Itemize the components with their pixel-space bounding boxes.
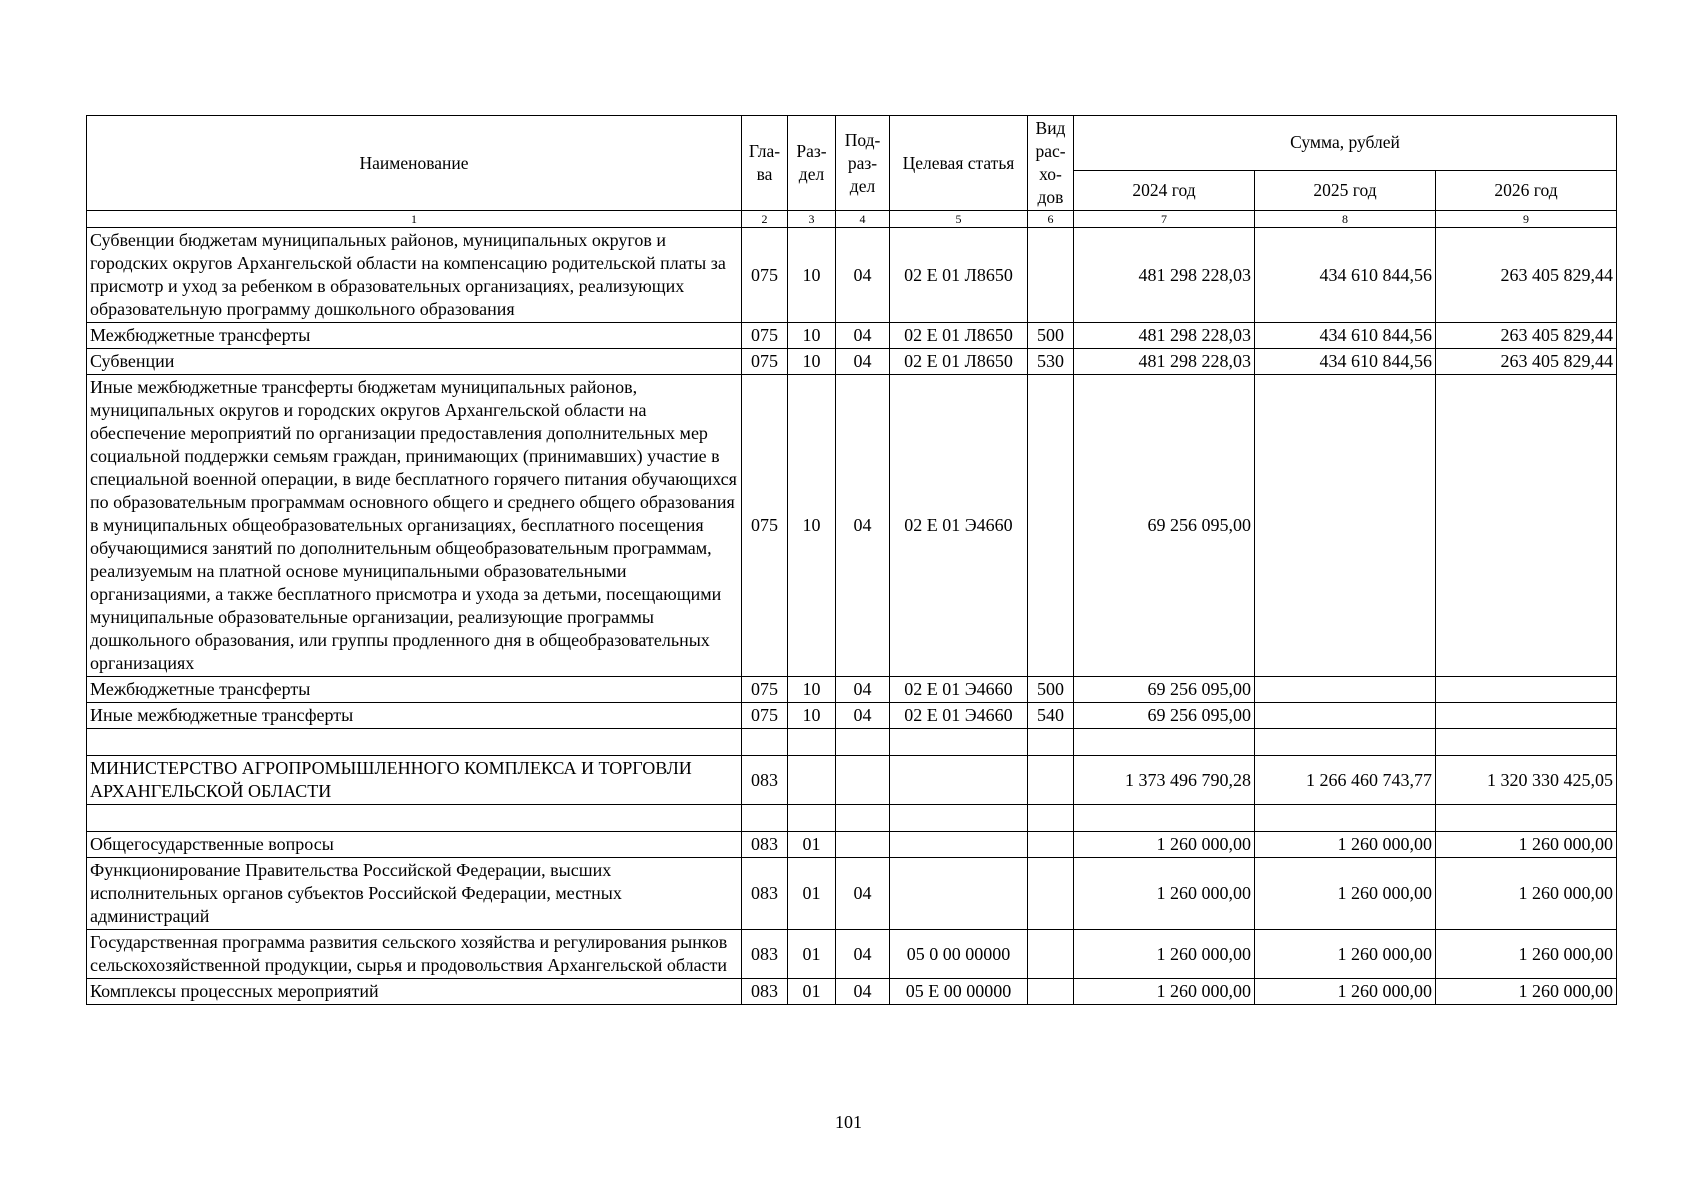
row-sum-2026: 1 260 000,00 [1436, 858, 1617, 930]
row-razdel: 01 [788, 930, 836, 979]
row-glava: 083 [742, 930, 788, 979]
row-sum-2026: 263 405 829,44 [1436, 228, 1617, 323]
row-podrazdel: 04 [836, 349, 890, 375]
row-glava: 075 [742, 677, 788, 703]
row-glava: 083 [742, 756, 788, 805]
row-article: 02 Е 01 Л8650 [890, 228, 1028, 323]
row-vid: 500 [1028, 677, 1074, 703]
row-razdel: 10 [788, 375, 836, 677]
row-podrazdel [836, 756, 890, 805]
row-sum-2024: 481 298 228,03 [1074, 323, 1255, 349]
header-podrazdel: Под-раз-дел [836, 116, 890, 211]
row-sum-2024: 69 256 095,00 [1074, 703, 1255, 729]
row-article: 02 Е 01 Э4660 [890, 703, 1028, 729]
row-sum-2026 [1436, 677, 1617, 703]
row-name: Государственная программа развития сельского хозяйства и регулирования рынков сельскохозяйственной продукции, сырья и продовольствия Архангельской области [87, 930, 742, 979]
row-article: 05 Е 00 00000 [890, 979, 1028, 1005]
row-podrazdel: 04 [836, 228, 890, 323]
row-sum-2026: 1 260 000,00 [1436, 979, 1617, 1005]
row-glava: 083 [742, 979, 788, 1005]
row-name: МИНИСТЕРСТВО АГРОПРОМЫШЛЕННОГО КОМПЛЕКСА И ТОРГОВЛИ АРХАНГЕЛЬСКОЙ ОБЛАСТИ [87, 756, 742, 805]
row-sum-2025: 1 260 000,00 [1255, 832, 1436, 858]
row-vid [1028, 228, 1074, 323]
row-glava: 075 [742, 323, 788, 349]
row-name: Комплексы процессных мероприятий [87, 979, 742, 1005]
row-glava: 083 [742, 858, 788, 930]
row-razdel: 01 [788, 979, 836, 1005]
header-glava: Гла-ва [742, 116, 788, 211]
row-sum-2025: 434 610 844,56 [1255, 228, 1436, 323]
header-razdel: Раз-дел [788, 116, 836, 211]
row-article: 02 Е 01 Э4660 [890, 375, 1028, 677]
row-vid [1028, 930, 1074, 979]
row-glava: 075 [742, 228, 788, 323]
row-sum-2024: 69 256 095,00 [1074, 677, 1255, 703]
row-sum-2026: 263 405 829,44 [1436, 323, 1617, 349]
column-number: 8 [1255, 211, 1436, 228]
row-vid [1028, 756, 1074, 805]
row-vid: 500 [1028, 323, 1074, 349]
row-glava: 083 [742, 832, 788, 858]
empty-row [87, 729, 1617, 756]
row-podrazdel: 04 [836, 375, 890, 677]
row-article: 02 Е 01 Л8650 [890, 349, 1028, 375]
page-number: 101 [835, 1112, 862, 1132]
table-row-ministry [87, 756, 1617, 805]
row-sum-2024: 1 260 000,00 [1074, 858, 1255, 930]
row-name: Межбюджетные трансферты [87, 677, 742, 703]
column-number: 6 [1028, 211, 1074, 228]
row-name: Общегосударственные вопросы [87, 832, 742, 858]
column-number: 7 [1074, 211, 1255, 228]
row-vid [1028, 375, 1074, 677]
row-sum-2024: 1 260 000,00 [1074, 832, 1255, 858]
column-number: 4 [836, 211, 890, 228]
header-year-2025: 2025 год [1255, 170, 1436, 210]
header-article: Целевая статья [890, 116, 1028, 211]
row-sum-2025 [1255, 677, 1436, 703]
row-name: Субвенции [87, 349, 742, 375]
row-razdel: 10 [788, 323, 836, 349]
row-vid [1028, 858, 1074, 930]
table-row [87, 832, 1617, 858]
row-sum-2026: 1 320 330 425,05 [1436, 756, 1617, 805]
row-sum-2025: 1 260 000,00 [1255, 930, 1436, 979]
row-sum-2026: 1 260 000,00 [1436, 930, 1617, 979]
row-name: Иные межбюджетные трансферты [87, 703, 742, 729]
row-sum-2025: 434 610 844,56 [1255, 349, 1436, 375]
row-vid: 530 [1028, 349, 1074, 375]
column-number: 3 [788, 211, 836, 228]
row-sum-2024: 1 373 496 790,28 [1074, 756, 1255, 805]
table-row [87, 375, 1617, 677]
row-sum-2024: 481 298 228,03 [1074, 228, 1255, 323]
table-row [87, 677, 1617, 703]
row-podrazdel: 04 [836, 858, 890, 930]
column-number: 2 [742, 211, 788, 228]
row-razdel: 10 [788, 703, 836, 729]
row-article: 02 Е 01 Л8650 [890, 323, 1028, 349]
row-sum-2024: 481 298 228,03 [1074, 349, 1255, 375]
column-numbers-row [87, 211, 1617, 228]
row-razdel: 10 [788, 349, 836, 375]
column-number: 5 [890, 211, 1028, 228]
row-sum-2026: 263 405 829,44 [1436, 349, 1617, 375]
row-razdel: 10 [788, 677, 836, 703]
row-podrazdel: 04 [836, 930, 890, 979]
row-glava: 075 [742, 349, 788, 375]
empty-row [87, 805, 1617, 832]
row-vid [1028, 979, 1074, 1005]
row-glava: 075 [742, 375, 788, 677]
row-podrazdel: 04 [836, 677, 890, 703]
column-number: 9 [1436, 211, 1617, 228]
row-name: Межбюджетные трансферты [87, 323, 742, 349]
row-article: 05 0 00 00000 [890, 930, 1028, 979]
header-sum: Сумма, рублей [1074, 116, 1617, 171]
row-sum-2026 [1436, 375, 1617, 677]
table-row [87, 979, 1617, 1005]
row-sum-2026 [1436, 703, 1617, 729]
row-article [890, 832, 1028, 858]
row-podrazdel: 04 [836, 703, 890, 729]
row-sum-2025 [1255, 703, 1436, 729]
table-row [87, 228, 1617, 323]
row-article [890, 858, 1028, 930]
header-name: Наименование [87, 116, 742, 211]
row-sum-2025: 434 610 844,56 [1255, 323, 1436, 349]
row-sum-2024: 1 260 000,00 [1074, 930, 1255, 979]
row-razdel [788, 756, 836, 805]
table-row [87, 858, 1617, 930]
row-name: Субвенции бюджетам муниципальных районов, муниципальных округов и городских округов Архангельской области на компенсацию родительской платы за присмотр и уход за ребенком в образовательных организациях, реализующих образовательную программу дошкольного образования [87, 228, 742, 323]
row-name: Функционирование Правительства Российской Федерации, высших исполнительных органов субъектов Российской Федерации, местных администраций [87, 858, 742, 930]
table-row [87, 703, 1617, 729]
row-razdel: 10 [788, 228, 836, 323]
table-row [87, 930, 1617, 979]
row-podrazdel [836, 832, 890, 858]
row-sum-2024: 1 260 000,00 [1074, 979, 1255, 1005]
row-sum-2025: 1 266 460 743,77 [1255, 756, 1436, 805]
row-vid: 540 [1028, 703, 1074, 729]
row-podrazdel: 04 [836, 323, 890, 349]
row-sum-2025 [1255, 375, 1436, 677]
table-row [87, 349, 1617, 375]
row-sum-2025: 1 260 000,00 [1255, 979, 1436, 1005]
row-razdel: 01 [788, 832, 836, 858]
table-row [87, 323, 1617, 349]
row-sum-2024: 69 256 095,00 [1074, 375, 1255, 677]
row-podrazdel: 04 [836, 979, 890, 1005]
header-year-2024: 2024 год [1074, 170, 1255, 210]
row-article [890, 756, 1028, 805]
column-number: 1 [87, 211, 742, 228]
row-article: 02 Е 01 Э4660 [890, 677, 1028, 703]
row-glava: 075 [742, 703, 788, 729]
row-sum-2026: 1 260 000,00 [1436, 832, 1617, 858]
row-razdel: 01 [788, 858, 836, 930]
row-vid [1028, 832, 1074, 858]
header-vid: Вид рас-хо-дов [1028, 116, 1074, 211]
header-year-2026: 2026 год [1436, 170, 1617, 210]
row-name: Иные межбюджетные трансферты бюджетам муниципальных районов, муниципальных округов и городских округов Архангельской области на обеспечение мероприятий по организации предоставления дополнительных мер социальной поддержки семьям граждан, принимающих (принимавших) участие в специальной военной операции, в виде бесплатного горячего питания обучающихся по образовательным программам основного общего и среднего общего образования в муниципальных общеобразовательных организациях, бесплатного посещения обучающимися занятий по дополнительным общеобразовательным программам, реализуемым на платной основе муниципальными образовательными организациями, а также бесплатного присмотра и ухода за детьми, посещающими муниципальные образовательные организации, реализующие программы дошкольного образования, или группы продленного дня в общеобразовательных организациях [87, 375, 742, 677]
budget-table [86, 115, 1617, 1005]
row-sum-2025: 1 260 000,00 [1255, 858, 1436, 930]
